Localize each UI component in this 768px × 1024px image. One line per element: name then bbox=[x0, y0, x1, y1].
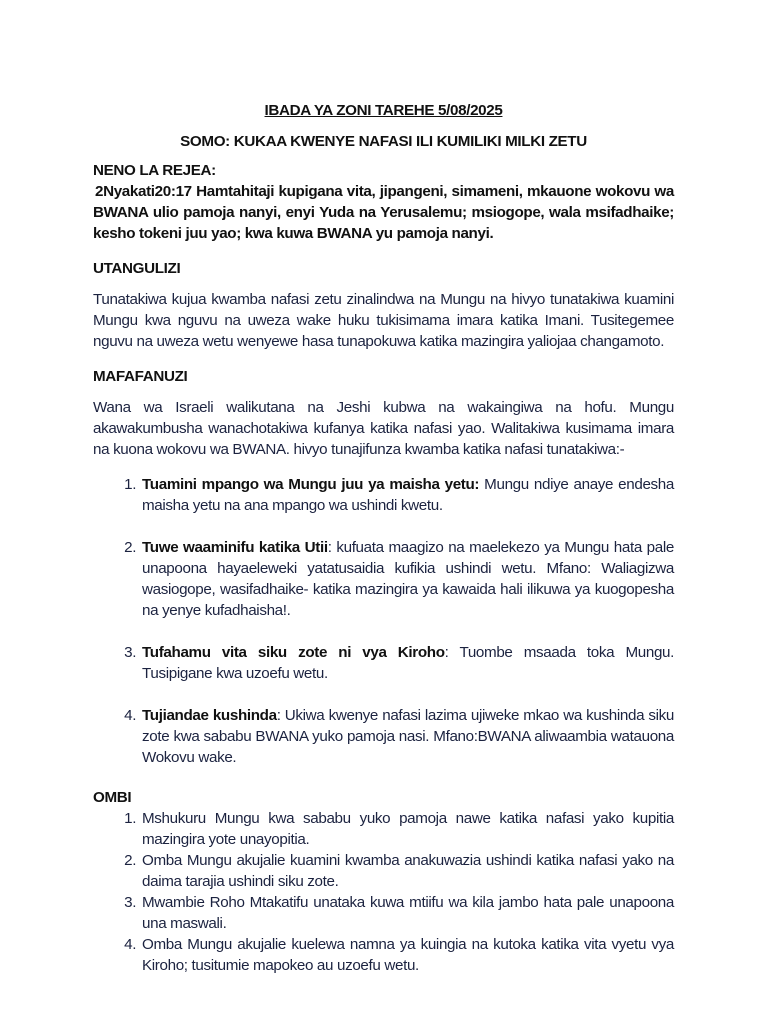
explanation-points-list bbox=[93, 474, 674, 768]
explanation-point bbox=[140, 705, 674, 768]
prayer-item: 4. Omba Mungu akujalie kuelewa namna ya kuingia na kutoka katika vita vyetu vya Kiroho; tusitumie mapokeo au uzoefu wetu. bbox=[140, 934, 674, 976]
point-title: Tuamini mpango wa Mungu juu ya maisha yetu: bbox=[142, 476, 480, 493]
point-text: Mungu ndiye anaye endesha maisha yetu na ana mpango wa ushindi kwetu. bbox=[142, 476, 674, 514]
reference-heading: NENO LA REJEA: bbox=[93, 162, 216, 179]
prayer-item: 3. Mwambie Roho Mtakatifu unataka kuwa mtiifu wa kila jambo hata pale unapoona una maswali. bbox=[140, 892, 674, 934]
explanation-point bbox=[140, 642, 674, 684]
prayer-item: 1. Mshukuru Mungu kwa sababu yuko pamoja nawe katika nafasi yako kupitia mazingira yote unayopitia. bbox=[140, 808, 674, 850]
introduction-text: Tunatakiwa kujua kwamba nafasi zetu zinalindwa na Mungu na hivyo tunatakiwa kuamini Mungu kwa nguvu na uweza wake huku tukisimama imara katika Imani. Tusitegemee nguvu na uweza wetu wenyewe hasa tunapokuwa katika mazingira yaliojaa changamoto. bbox=[93, 291, 674, 350]
prayer-heading: OMBI bbox=[93, 789, 132, 806]
point-title: Tufahamu vita siku zote ni vya Kiroho bbox=[142, 644, 445, 661]
point-title: Tuwe waaminifu katika Utii bbox=[142, 539, 328, 556]
prayer-list bbox=[93, 808, 674, 976]
introduction-heading: UTANGULIZI bbox=[93, 260, 181, 277]
lesson-title: SOMO: KUKAA KWENYE NAFASI ILI KUMILIKI MILKI ZETU bbox=[180, 133, 587, 150]
reference-verse: 2Nyakati20:17 Hamtahitaji kupigana vita, jipangeni, simameni, mkauone wokovu wa BWANA ulio pamoja nanyi, enyi Yuda na Yerusalemu; msiogope, wala msifadhaike; kesho tokeni juu yao; kwa kuwa BWANA yu pamoja nanyi. bbox=[93, 183, 674, 242]
point-text: : Ukiwa kwenye nafasi lazima ujiweke mkao wa kushinda siku zote kwa sababu BWANA yuko pamoja nasi. Mfano:BWANA aliwaambia watauona Wokovu wake. bbox=[142, 707, 674, 766]
point-text: : kufuata maagizo na maelekezo ya Mungu hata pale unapoona hayaeleweki yatatusaidia kufikia ushindi wetu. Mfano: Waliagizwa wasiogope, wasifadhaike- katika mazingira ya kawaida hali ilikuwa ya kuogopesha na yenye kufadhaisha!. bbox=[142, 539, 674, 619]
explanation-text: Wana wa Israeli walikutana na Jeshi kubwa na wakaingiwa na hofu. Mungu akawakumbusha wanachotakiwa kufanya katika nafasi yao. Walitakiwa kusimama imara na kuona wokovu wa BWANA. hivyo tunajifunza kwamba katika nafasi tunatakiwa:- bbox=[93, 399, 674, 458]
point-text: : Tuombe msaada toka Mungu. Tusipigane kwa uzoefu wetu. bbox=[142, 644, 675, 682]
document-title: IBADA YA ZONI TAREHE 5/08/2025 bbox=[264, 102, 503, 119]
explanation-point bbox=[140, 474, 674, 516]
explanation-heading: MAFAFANUZI bbox=[93, 368, 188, 385]
prayer-item: 2. Omba Mungu akujalie kuamini kwamba anakuwazia ushindi katika nafasi yako na daima tarajia ushindi siku zote. bbox=[140, 850, 674, 892]
explanation-point bbox=[140, 537, 674, 621]
point-title: Tujiandae kushinda bbox=[142, 707, 277, 724]
